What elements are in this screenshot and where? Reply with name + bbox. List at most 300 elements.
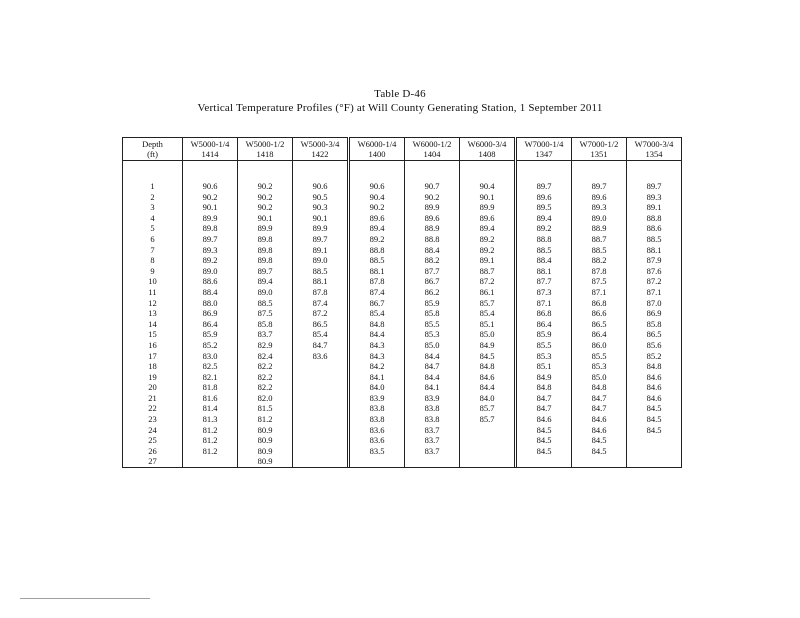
temperature-cell: 85.9 [405,298,460,309]
temperature-cell: 90.6 [350,181,405,192]
depth-header-unit: (ft) [147,148,158,159]
depth-cell: 24 [123,425,183,436]
station-name: W6000-1/4 [357,139,397,149]
temperature-cell: 84.5 [517,435,572,446]
temperature-cell: 87.2 [293,308,348,319]
temperature-cell: 83.6 [350,425,405,436]
station-time: 1347 [535,148,553,159]
temperature-cell: 86.2 [405,287,460,298]
depth-cell: 10 [123,276,183,287]
temperature-cell: 86.8 [517,308,572,319]
station-time: 1422 [311,148,329,159]
temperature-cell: 89.0 [238,287,293,298]
temperature-cell: 84.5 [517,446,572,457]
temperature-cell: 85.1 [517,361,572,372]
temperature-cell: 89.8 [183,223,238,234]
station-name: W5000-1/4 [190,139,230,149]
temperature-cell: 87.1 [627,287,682,298]
temperature-cell: 87.8 [293,287,348,298]
temperature-cell: 82.4 [238,351,293,362]
depth-cell: 5 [123,223,183,234]
depth-cell: 20 [123,382,183,393]
temperature-cell: 88.0 [183,298,238,309]
table-row [123,266,682,277]
temperature-cell: 86.5 [572,319,627,330]
station-name: W6000-3/4 [467,139,507,149]
temperature-cell: 81.2 [183,435,238,446]
temperature-cell: 88.4 [183,287,238,298]
temperature-cell: 89.4 [460,223,515,234]
station-name: W6000-1/2 [412,139,452,149]
temperature-cell [293,435,348,446]
temperature-cell: 87.6 [627,266,682,277]
temperature-cell: 87.9 [627,255,682,266]
temperature-cell: 85.6 [627,340,682,351]
temperature-cell [293,372,348,383]
temperature-cell: 86.5 [627,329,682,340]
temperature-cell: 84.5 [517,425,572,436]
temperature-cell: 88.9 [405,223,460,234]
temperature-cell: 89.9 [293,223,348,234]
table-row [123,245,682,256]
temperature-cell: 89.9 [405,202,460,213]
station-time: 1408 [478,148,496,159]
temperature-cell: 83.8 [405,403,460,414]
temperature-cell: 82.2 [238,361,293,372]
temperature-cell: 81.8 [183,382,238,393]
temperature-cell: 90.4 [460,181,515,192]
temperature-cell: 90.4 [350,192,405,203]
station-header [350,138,405,161]
station-time: 1414 [201,148,219,159]
temperature-cell: 89.4 [238,276,293,287]
temperature-cell: 89.3 [183,245,238,256]
temperature-cell: 88.1 [627,245,682,256]
table-row [123,192,682,203]
temperature-cell: 86.4 [572,329,627,340]
table-row [123,255,682,266]
depth-cell: 6 [123,234,183,245]
depth-cell: 11 [123,287,183,298]
temperature-cell: 81.6 [183,393,238,404]
temperature-cell: 88.5 [238,298,293,309]
temperature-cell: 84.4 [460,382,515,393]
temperature-cell: 85.5 [572,351,627,362]
temperature-cell: 87.7 [405,266,460,277]
temperature-cell: 90.1 [238,213,293,224]
temperature-cell: 89.7 [517,181,572,192]
temperature-cell: 90.2 [350,202,405,213]
temperature-cell: 88.2 [405,255,460,266]
temperature-cell: 83.5 [350,446,405,457]
table-row [123,425,682,436]
temperature-cell: 84.4 [405,351,460,362]
temperature-cell: 87.5 [572,276,627,287]
temperature-cell: 90.1 [183,202,238,213]
temperature-cell: 89.6 [572,192,627,203]
temperature-cell [293,456,348,467]
table-row [123,298,682,309]
temperature-cell: 89.1 [627,202,682,213]
temperature-cell [627,456,682,467]
header-row [123,138,682,161]
station-time: 1351 [590,148,608,159]
table-row [123,181,682,192]
depth-cell: 16 [123,340,183,351]
temperature-cell: 89.2 [517,223,572,234]
temperature-cell: 85.2 [183,340,238,351]
table-row [123,361,682,372]
depth-cell: 7 [123,245,183,256]
temperature-cell: 89.0 [293,255,348,266]
temperature-cell: 83.7 [238,329,293,340]
temperature-cell: 86.1 [460,287,515,298]
temperature-cell: 89.3 [627,192,682,203]
temperature-cell: 84.5 [627,425,682,436]
temperature-cell: 88.5 [572,245,627,256]
temperature-cell: 88.7 [460,266,515,277]
temperature-cell: 88.2 [572,255,627,266]
temperature-cell: 85.2 [627,351,682,362]
temperature-cell: 87.8 [572,266,627,277]
temperature-cell: 87.2 [627,276,682,287]
temperature-cell: 84.9 [517,372,572,383]
temperature-cell: 89.6 [405,213,460,224]
table-row [123,340,682,351]
temperature-cell: 84.7 [517,393,572,404]
temperature-cell: 83.8 [350,403,405,414]
temperature-cell: 84.2 [350,361,405,372]
temperature-cell: 85.0 [572,372,627,383]
temperature-cell: 84.1 [350,372,405,383]
temperature-cell: 80.9 [238,425,293,436]
temperature-cell: 84.6 [627,372,682,383]
table-row [123,276,682,287]
temperature-cell [293,414,348,425]
temperature-cell: 90.7 [405,181,460,192]
spacer-row [123,161,682,182]
depth-cell: 27 [123,456,183,467]
depth-cell: 12 [123,298,183,309]
temperature-cell: 85.1 [460,319,515,330]
temperature-cell: 89.1 [293,245,348,256]
temperature-cell: 86.5 [293,319,348,330]
temperature-cell: 86.9 [183,308,238,319]
temperature-cell: 87.8 [350,276,405,287]
temperature-cell: 80.9 [238,446,293,457]
temperature-cell: 83.7 [405,425,460,436]
temperature-cell: 90.2 [405,192,460,203]
temperature-cell: 81.5 [238,403,293,414]
temperature-cell: 88.5 [350,255,405,266]
temperature-cell: 87.1 [572,287,627,298]
station-name: W7000-1/4 [524,139,564,149]
temperature-cell: 86.4 [517,319,572,330]
table-title: Table D-46 [374,88,426,100]
depth-cell: 25 [123,435,183,446]
temperature-cell: 84.7 [293,340,348,351]
temperature-cell: 87.5 [238,308,293,319]
temperature-cell: 88.1 [350,266,405,277]
temperature-cell [293,393,348,404]
temperature-cell: 84.5 [627,403,682,414]
table-row [123,319,682,330]
temperature-cell: 82.2 [238,382,293,393]
temperature-cell: 90.5 [293,192,348,203]
temperature-cell: 86.6 [572,308,627,319]
table-subtitle: Vertical Temperature Profiles (°F) at Will County Generating Station, 1 September 2011 [197,102,603,114]
table-row [123,414,682,425]
temperature-cell [293,446,348,457]
temperature-cell: 85.4 [293,329,348,340]
temperature-cell: 80.9 [238,435,293,446]
temperature-cell: 88.5 [293,266,348,277]
station-name: W7000-3/4 [634,139,674,149]
table-row [123,456,682,467]
depth-header [123,138,183,161]
table-row [123,351,682,362]
temperature-cell [627,446,682,457]
table-row [123,287,682,298]
temperature-cell: 89.9 [460,202,515,213]
temperature-cell: 90.1 [460,192,515,203]
temperature-cell: 90.3 [293,202,348,213]
depth-cell: 18 [123,361,183,372]
station-time: 1400 [368,148,386,159]
temperature-cell: 81.3 [183,414,238,425]
temperature-cell: 89.7 [572,181,627,192]
temperature-cell [460,425,515,436]
temperature-cell: 90.2 [238,202,293,213]
depth-cell: 17 [123,351,183,362]
temperature-cell: 81.4 [183,403,238,414]
temperature-cell: 82.9 [238,340,293,351]
temperature-cell: 90.6 [293,181,348,192]
temperature-cell: 89.2 [350,234,405,245]
temperature-cell: 89.6 [460,213,515,224]
station-header [572,138,627,161]
temperature-cell: 88.8 [627,213,682,224]
temperature-cell: 89.4 [350,223,405,234]
station-header [405,138,460,161]
temperature-cell: 90.2 [183,192,238,203]
temperature-cell: 83.7 [405,435,460,446]
temperature-cell: 86.7 [350,298,405,309]
temperature-cell: 87.0 [627,298,682,309]
temperature-cell: 88.8 [517,234,572,245]
temperature-cell: 83.0 [183,351,238,362]
temperature-cell [293,403,348,414]
temperature-cell: 84.8 [517,382,572,393]
temperature-cell: 84.6 [627,393,682,404]
temperature-cell: 85.4 [350,308,405,319]
temperature-cell: 84.6 [572,425,627,436]
temperature-cell [183,456,238,467]
depth-cell: 4 [123,213,183,224]
temperature-cell: 83.7 [405,446,460,457]
temperature-cell: 85.7 [460,414,515,425]
station-header [238,138,293,161]
temperature-cell: 88.1 [517,266,572,277]
temperature-cell: 84.8 [350,319,405,330]
depth-cell: 15 [123,329,183,340]
temperature-cell: 81.2 [183,446,238,457]
station-header [460,138,515,161]
temperature-cell: 88.6 [183,276,238,287]
temperature-cell: 90.6 [183,181,238,192]
temperature-cell: 85.3 [517,351,572,362]
temperature-cell: 84.3 [350,351,405,362]
temperature-cell: 89.8 [238,245,293,256]
temperature-cell: 88.6 [627,223,682,234]
temperature-cell: 84.0 [460,393,515,404]
station-name: W5000-3/4 [300,139,340,149]
temperature-cell: 85.7 [460,298,515,309]
scan-artifact [20,598,150,599]
temperature-cell: 84.7 [405,361,460,372]
station-header [183,138,238,161]
temperature-cell: 88.8 [405,234,460,245]
temperature-cell: 88.1 [293,276,348,287]
station-name: W5000-1/2 [245,139,285,149]
temperature-cell: 87.4 [293,298,348,309]
temperature-cell: 87.7 [517,276,572,287]
temperature-cell: 89.3 [572,202,627,213]
temperature-cell: 84.9 [460,340,515,351]
table-row [123,393,682,404]
station-name: W7000-1/2 [579,139,619,149]
table-row [123,329,682,340]
temperature-cell: 88.8 [350,245,405,256]
temperature-cell: 88.9 [572,223,627,234]
temperature-cell: 89.9 [238,223,293,234]
temperature-cell [460,446,515,457]
temperature-cell [517,456,572,467]
temperature-cell: 84.8 [572,382,627,393]
temperature-cell: 84.5 [627,414,682,425]
temperature-cell: 84.5 [572,435,627,446]
temperature-cell: 88.4 [405,245,460,256]
temperature-cell: 86.4 [183,319,238,330]
temperature-cell: 85.8 [238,319,293,330]
temperature-cell: 85.3 [572,361,627,372]
depth-cell: 8 [123,255,183,266]
temperature-cell: 89.9 [183,213,238,224]
temperature-cell: 89.2 [183,255,238,266]
temperature-cell: 85.7 [460,403,515,414]
depth-cell: 13 [123,308,183,319]
temperature-cell: 85.3 [405,329,460,340]
temperature-cell: 90.1 [293,213,348,224]
temperature-cell: 89.7 [627,181,682,192]
temperature-cell: 87.4 [350,287,405,298]
temperature-cell: 89.0 [572,213,627,224]
depth-cell: 21 [123,393,183,404]
depth-cell: 2 [123,192,183,203]
temperature-cell [350,456,405,467]
table-row [123,308,682,319]
depth-cell: 14 [123,319,183,330]
temperature-cell: 83.6 [350,435,405,446]
depth-cell: 26 [123,446,183,457]
temperature-cell: 84.6 [627,382,682,393]
temperature-cell: 87.2 [460,276,515,287]
temperature-cell: 89.2 [460,245,515,256]
temperature-cell [293,361,348,372]
temperature-cell [460,435,515,446]
temperature-cell: 84.8 [460,361,515,372]
temperature-cell: 88.5 [517,245,572,256]
temperature-cell: 83.8 [405,414,460,425]
temperature-cell [572,456,627,467]
temperature-cell: 89.8 [238,255,293,266]
temperature-cell [460,456,515,467]
temperature-cell: 85.5 [517,340,572,351]
depth-cell: 9 [123,266,183,277]
temperature-cell: 84.3 [350,340,405,351]
temperature-cell: 85.0 [460,329,515,340]
temperature-cell: 85.4 [460,308,515,319]
depth-header-label: Depth [142,139,163,149]
table-row [123,435,682,446]
temperature-cell: 84.0 [350,382,405,393]
temperature-cell: 86.8 [572,298,627,309]
temperature-cell: 84.4 [405,372,460,383]
temperature-cell: 89.2 [460,234,515,245]
temperature-cell: 85.0 [405,340,460,351]
temperature-cell: 83.6 [293,351,348,362]
temperature-cell: 87.3 [517,287,572,298]
temperature-cell: 81.2 [238,414,293,425]
temperature-cell: 84.6 [517,414,572,425]
temperature-cell: 89.1 [460,255,515,266]
table-row [123,372,682,383]
temperature-cell: 82.0 [238,393,293,404]
temperature-cell: 89.4 [517,213,572,224]
table-body [123,161,682,468]
temperature-cell: 83.9 [350,393,405,404]
temperature-cell: 90.2 [238,192,293,203]
temperature-cell [405,456,460,467]
temperature-cell: 86.7 [405,276,460,287]
table-row [123,202,682,213]
temperature-cell: 89.5 [517,202,572,213]
temperature-cell: 84.6 [572,414,627,425]
temperature-cell: 81.2 [183,425,238,436]
temperature-cell: 88.7 [572,234,627,245]
station-header [293,138,348,161]
temperature-cell: 84.4 [350,329,405,340]
temperature-cell: 83.9 [405,393,460,404]
station-time: 1418 [256,148,274,159]
temperature-cell: 85.9 [517,329,572,340]
table-row [123,223,682,234]
temperature-cell: 84.7 [517,403,572,414]
table-row [123,446,682,457]
temperature-cell: 84.5 [572,446,627,457]
temperature-cell: 89.7 [183,234,238,245]
temperature-cell: 84.5 [460,351,515,362]
depth-cell: 3 [123,202,183,213]
temperature-cell: 88.4 [517,255,572,266]
depth-cell: 23 [123,414,183,425]
temperature-cell: 85.9 [183,329,238,340]
temperature-cell: 89.6 [517,192,572,203]
temperature-cell: 85.5 [405,319,460,330]
station-header [517,138,572,161]
temperature-cell: 89.8 [238,234,293,245]
temperature-cell: 90.2 [238,181,293,192]
